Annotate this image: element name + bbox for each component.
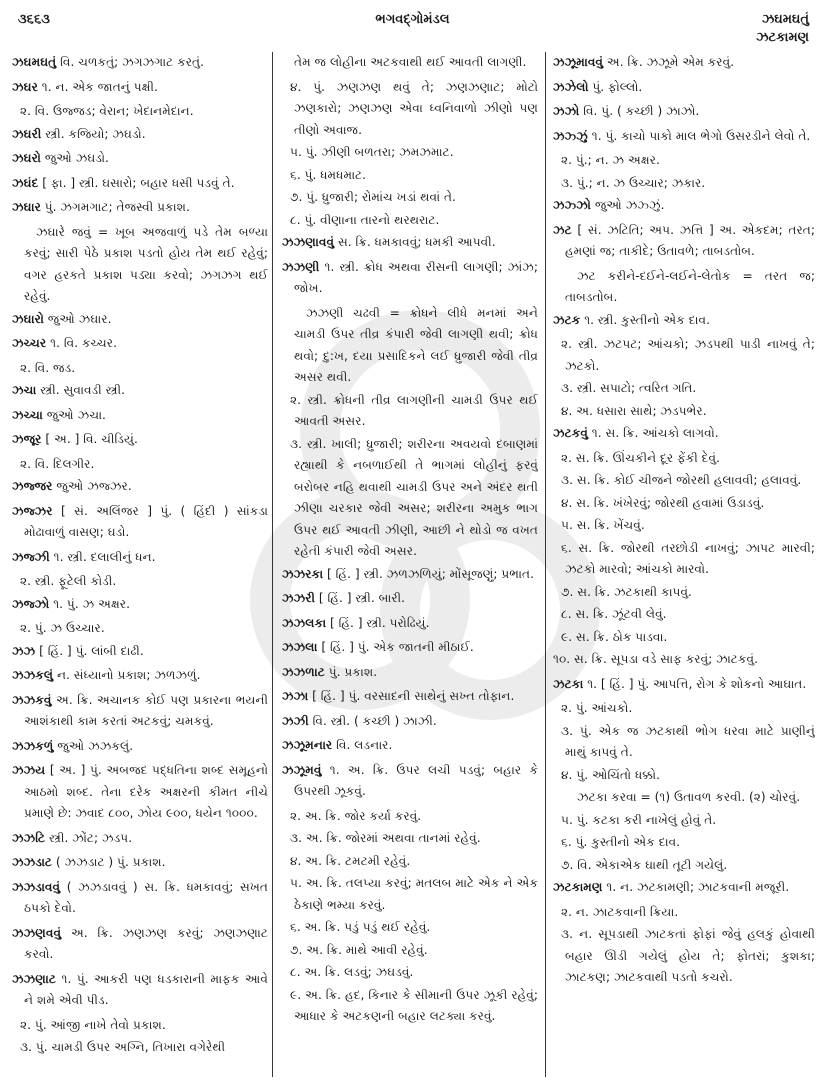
definition-text: અ. ક્રિ. ઝઝૂમે એમ કરવું. <box>606 55 735 69</box>
headword: ઝજૂર <box>12 432 42 446</box>
dictionary-entry <box>12 641 268 663</box>
definition-text: ૨. વિ. ઉજ્જડ; વેરાન; ખેદાનમેદાન. <box>20 104 194 118</box>
definition-text: અ. ક્રિ. અચાનક કોઈ પણ પ્રકારના ભયની આશંકાથી કામ કરતાં અટકવું; ચમકવું. <box>24 692 268 728</box>
definition-text: અ. ક્રિ. ઝણઝણ કરવું; ઝણઝણાટ કરવો. <box>24 925 268 961</box>
definition-text: ૧. અ. ક્રિ. ઉપર લચી પડવું; બહાર કે ઉપરથી ઝૂકવું. <box>294 762 538 798</box>
definition-text: ૨. સ્ત્રી. ક્રોધની તીવ્ર લાગણીની ચામડી ઉપર થઈ આવતી અસર. <box>290 392 538 428</box>
sense-line <box>282 165 538 187</box>
definition-text: જુઓ ઝઝ્ઝું. <box>594 198 665 212</box>
dictionary-entry <box>12 124 268 146</box>
dictionary-entry <box>282 662 538 684</box>
sense-line <box>12 571 268 593</box>
headword: ઝઘમઘતું <box>12 55 57 69</box>
headword: ઝટકવું <box>553 426 588 440</box>
dictionary-entry <box>12 594 268 616</box>
definition-text: જુઓ ઝઘડો. <box>44 151 109 165</box>
headword: ઝઝ્ઝો <box>553 198 591 212</box>
headword: ઝઝણાવવું <box>282 235 335 249</box>
definition-text: ૩. પું.; ન. ઝ ઉચ્ચાર; ઝકાર. <box>561 175 706 190</box>
sense-line <box>553 924 815 989</box>
definition-text: ૨. સ્ત્રી. ઝટપટ; આંચકો; ઝડપથી પાડી નાખવું તે; ઝટકો. <box>561 337 815 373</box>
definition-text: પું. ઝગમગાટ; તેજસ્વી પ્રકાશ. <box>44 200 190 214</box>
sense-line <box>553 493 815 515</box>
definition-text: ૩. સ. ક્રિ. કોઈ ચીજને જોરથી હલાવવી; હલાવવું. <box>561 473 802 487</box>
headword: ઝજ્ઝી <box>12 549 50 564</box>
headword: ઝઝણવવું <box>12 925 62 940</box>
dictionary-entry <box>553 423 815 445</box>
dictionary-entry <box>553 877 815 899</box>
dictionary-entry <box>12 877 268 920</box>
dictionary-entry <box>12 828 268 850</box>
headword: ઝઝળાટ <box>282 664 325 679</box>
dictionary-entry <box>282 711 538 733</box>
sense-line <box>553 765 815 787</box>
definition-text: ન. સંધ્યાનો પ્રકાશ; ઝળઝળું. <box>56 668 201 682</box>
sense-line <box>282 187 538 209</box>
dictionary-entry <box>553 126 815 148</box>
dictionary-entry <box>282 613 538 635</box>
sense-line <box>553 721 815 764</box>
sense-line <box>282 873 538 916</box>
definition-text: [ હિં. ] સ્ત્રી. બારી. <box>318 591 406 605</box>
headword: ઝઝલા <box>282 640 318 654</box>
headword: ઝઝણાટ <box>12 971 56 986</box>
definition-text: ૪. અ. ધસારા સાથે; ઝડપભેર. <box>561 403 707 418</box>
definition-text: પું. ફોલ્લો. <box>592 79 643 94</box>
sense-line <box>282 851 538 873</box>
dictionary-entry <box>553 101 815 123</box>
definition-text: ઝટ કરીને-દઈને-લઈને-લેતોક = તરત જ; તાબડતોબ. <box>565 268 815 304</box>
column-3 <box>553 52 815 1082</box>
dictionary-entry <box>553 220 815 263</box>
dictionary-entry <box>553 649 815 671</box>
headword: ઝઝકલું <box>12 668 54 682</box>
definition-text: ૧. સ્ત્રી. ક્રોધ અથવા રીસની લાગણી; ઝાંઝ; જોખ. <box>294 259 538 295</box>
dictionary-entry <box>12 197 268 219</box>
dictionary-entry <box>12 501 268 544</box>
definition-text: ૮. અ. ક્રિ. લડવું; ઝઘડવું. <box>290 965 414 979</box>
sense-line <box>553 150 815 172</box>
definition-text: વિ. પું. ( કચ્છી ) ઝાઝો. <box>583 104 700 118</box>
definition-text: ૭. સ. ક્રિ. ઝટકાથી કાપવું. <box>561 584 692 599</box>
sense-line <box>282 77 538 142</box>
sense-line <box>12 358 268 380</box>
definition-text: ૫. અ. ક્રિ. તલપ્યા કરવું; મતલબ માટે એક ને એક ઠેકાણે ભમ્યા કરવું. <box>290 876 538 912</box>
definition-text: વિ. ચળકતું; ઝગઝગાટ કરતું. <box>60 55 204 69</box>
dictionary-entry <box>12 333 268 355</box>
definition-text: ૪. પું. ઝણઝણ થવું તે; ઝણઝણાટ; મોટો ઝણકારો; ઝણઝણ એવા ધ્વનિવાળો ઝીણો પણ તીણો અવાજ. <box>290 79 538 137</box>
dictionary-entry <box>12 309 268 331</box>
definition-text: [ સં. અલિંજર ] પું. ( હિંદી ) સાંકડા મોઢાવાળું વાસણ; ઘડો. <box>24 503 268 539</box>
definition-text: ૨. અ. ક્રિ. જોર કર્યા કરવું. <box>290 808 422 823</box>
definition-text: વિ. સ્ત્રી. ( કચ્છી ) ઝાઝી. <box>312 713 437 728</box>
headword: ઝઝડાટ <box>12 855 53 869</box>
dictionary-entry <box>282 686 538 708</box>
dictionary-entry <box>12 148 268 170</box>
dictionary-entry <box>553 195 815 217</box>
definition-text: જુઓ ઝજ્ઝર. <box>56 479 132 493</box>
sense-line <box>282 806 538 828</box>
definition-text: ૧. વિ. કચ્ચર. <box>50 336 117 350</box>
book-title: ભગવદ્ગોમંડલ <box>375 12 450 27</box>
definition-text: સ્ત્રી. ઝોંટ; ઝડપ. <box>48 830 133 845</box>
dictionary-entry <box>282 257 538 300</box>
sense-line <box>12 101 268 123</box>
definition-text: ૨. પું. ઝ ઉચ્ચાર. <box>20 621 105 635</box>
definition-text: ઝઝણી ચઢવી = ક્રોધને લીધે મનમાં અને ચામડી ઉપર તીવ્ર કંપારી જેવી લાગણી થવી; ક્રોધ થવો; દુ:ખ, દયા પ્રસાદિકને લઈ ધ્રુજારી જેવી તીવ્ર અસર થવી. <box>294 305 538 384</box>
definition-text: ૮. સ. ક્રિ. ઝૂંટવી લેવું. <box>561 607 667 621</box>
sense-line <box>282 828 538 850</box>
definition-text: સ્ત્રી. કજિયો; ઝઘડો. <box>45 126 146 141</box>
sense-line <box>553 902 815 924</box>
definition-text: [ હિં. ] સ્ત્રી. પરોઢિયું. <box>329 615 430 630</box>
sense-line <box>553 698 815 720</box>
definition-text: ૯. અ. ક્રિ. હદ, કિનાર કે સીમાની ઉપર ઝૂકી રહેવું; આધાર કે અટકણની બહાર લટક્યા કરવું. <box>290 987 538 1023</box>
dictionary-entry <box>12 476 268 498</box>
sense-line <box>282 985 538 1028</box>
definition-text: ૫. સ. ક્રિ. ખેંચવું. <box>561 518 645 532</box>
definition-text: ૧. ન. એક જાતનું પક્ષી. <box>41 79 158 94</box>
dictionary-entry <box>282 637 538 659</box>
definition-text: ૫. પું. કટકા કરી નાખેલું હોવું તે. <box>561 812 717 827</box>
sense-line <box>553 378 815 400</box>
definition-text: ૧૦. સ. ક્રિ. સૂપડા વડે સાફ કરવું; ઝાટકવું. <box>553 652 758 666</box>
definition-text: ૧. ન. ઝટકામણી; ઝાટકવાની મજૂરી. <box>606 880 790 894</box>
definition-text: પું. પ્રકાશ. <box>328 664 378 679</box>
dictionary-entry <box>282 760 538 803</box>
dictionary-entry <box>12 77 268 99</box>
definition-text: [ ફા. ] સ્ત્રી. ઘસારો; બહાર ધસી પડવું તે. <box>42 175 235 190</box>
definition-text: ૨. પું. આંજી નાખે તેવો પ્રકાશ. <box>20 1017 166 1032</box>
sense-line <box>553 855 815 877</box>
idiom-phrase <box>12 222 268 308</box>
headword: ઝઘંદ <box>12 175 39 190</box>
definition-text: ૧. સ. ક્રિ. આંચકો લાગવો. <box>591 426 719 440</box>
headword: ઝટકામણ <box>553 880 603 894</box>
headword: ઝચા <box>12 383 37 397</box>
column-1 <box>12 52 268 1082</box>
dictionary-entry <box>12 405 268 427</box>
dictionary-entry <box>12 173 268 195</box>
page-header <box>0 8 825 50</box>
dictionary-entry <box>553 674 815 696</box>
definition-text: [ સં. ઝટિતિ; અપ. ઝત્તિ ] અ. એકદમ; તરત; હમણાં જ; તાકીદે; ઉતાવળે; તાબડતોબ. <box>565 222 815 258</box>
definition-text: ૨. સ. ક્રિ. ઊંચકીને દૂર ફેંકી દેવું. <box>561 450 720 465</box>
headword: ઝઘરો <box>12 151 41 165</box>
dictionary-columns <box>0 52 825 1087</box>
headword: ઝટકા <box>553 676 584 691</box>
headword: ઝઝટિ <box>12 830 46 845</box>
sense-line <box>282 52 538 74</box>
definition-text: [ અ. ] વિ. ચીડિયું. <box>45 432 138 446</box>
definition-text: ૨. વિ. જડ. <box>20 360 76 375</box>
headword: ઝજ્ઝો <box>12 596 50 611</box>
dictionary-entry <box>12 547 268 569</box>
idiom-phrase <box>553 266 815 309</box>
idiom-phrase <box>282 303 538 389</box>
page-number: ૩૬૬૩ <box>18 12 50 27</box>
definition-text: ૮. પું. વીણાના તારનો થરથરાટ. <box>290 212 440 227</box>
headword: ઝટક <box>553 312 581 327</box>
sense-line <box>282 142 538 164</box>
sense-line <box>282 210 538 232</box>
headword: ઝજ્જર <box>12 479 53 493</box>
definition-text: જુઓ ઝઝકલું. <box>57 738 134 753</box>
dictionary-entry <box>553 310 815 332</box>
headword: ઝચ્ચા <box>12 407 43 422</box>
sense-line <box>553 604 815 626</box>
definition-text: તેમ જ લોહીના અટકવાથી થઈ આવતી લાગણી. <box>294 55 527 69</box>
sense-line <box>553 401 815 423</box>
definition-text: જુઓ ઝચા. <box>46 407 106 422</box>
sense-line <box>553 470 815 492</box>
definition-text: સ. ક્રિ. ધમકાવવું; ધમકી આપવી. <box>337 235 496 249</box>
dictionary-entry <box>553 52 815 74</box>
definition-text: ૩. પું. એક જ ઝટકાથી ભોગ ધરવા માટે પ્રાણીનું માથું કાપવું તે. <box>561 723 815 759</box>
headword: ઝઝી <box>282 713 309 728</box>
dictionary-entry <box>12 665 268 687</box>
headword: ઝઝણી <box>282 259 320 274</box>
sense-line <box>12 1037 268 1059</box>
definition-text: ૩. પું. ચામડી ઉપર અગ્નિ, તિખારા વગેરેથી <box>20 1040 226 1054</box>
sense-line <box>553 810 815 832</box>
dictionary-entry <box>282 735 538 757</box>
dictionary-entry <box>12 969 268 1012</box>
definition-text: ૩. સ્ત્રી. સપાટો; ત્વરિત ગતિ. <box>561 381 697 395</box>
definition-text: ૪. અ. ક્રિ. ટમટમી રહેવું. <box>290 853 411 868</box>
sense-line <box>553 627 815 649</box>
headword: ઝઝય <box>12 763 46 777</box>
headword: ઝઝલકા <box>282 615 327 630</box>
definition-text: [ હિં. ] પું. લાંબી દાઢી. <box>39 643 144 658</box>
definition-text: ૩. સ્ત્રી. ખાલી; ધ્રુજારી; શરીરના અવયવો દબાણમાં રહ્યાથી કે નબળાઈથી તે ભાગમાં લોહીનું ફરવું બરોબર નહિ થવાથી ચામડી ઉપર અને અંદર થતી ઝીણા ચરકાર જેવી અસર; શરીરના અમુક ભાગ ઉપર થઈ આવતી ઝીણી, આછી ને થોડો જ વખત રહેતી કંપારી જેવી અસર. <box>290 436 538 558</box>
sense-line <box>553 538 815 581</box>
definition-text: ૧. પું. કાચો પાકો માલ ભેગો ઉસરડીને લેવો તે. <box>591 128 811 143</box>
definition-text: સ્ત્રી. સુવાવડી સ્ત્રી. <box>40 383 125 397</box>
headword: ઝઝ <box>12 643 36 658</box>
definition-text: ૬. પું. કુસ્તીનો એક દાવ. <box>561 835 681 849</box>
definition-text: ૪. સ. ક્રિ. ખંખેરવું; જોરથી હવામાં ઉડાડવું. <box>561 495 765 510</box>
definition-text: [ હિં. ] પું. એક જાતની મીઠાઈ. <box>321 640 474 654</box>
definition-text: ૬. અ. ક્રિ. પડું પડું થઈ રહેવું. <box>290 920 431 934</box>
headword: ઝઝકવું <box>12 692 52 707</box>
headword: ઝઝૂમવું <box>282 762 322 777</box>
dictionary-entry <box>12 852 268 874</box>
idiom-phrase <box>553 787 815 809</box>
guide-word-first: ઝઘમઘતું <box>761 12 809 27</box>
dictionary-entry <box>12 380 268 402</box>
dictionary-entry <box>12 760 268 825</box>
definition-text: ૨. સ્ત્રી. ફૂટેલી કોડી. <box>20 574 117 588</box>
headword: ઝજ્ઝર <box>12 503 53 518</box>
sense-line <box>553 448 815 470</box>
sense-line <box>12 618 268 640</box>
sense-line <box>553 515 815 537</box>
dictionary-entry <box>12 690 268 733</box>
dictionary-entry <box>282 232 538 254</box>
definition-text: ૨. પું.; ન. ઝ અક્ષર. <box>561 153 660 167</box>
headword: ઝઘારો <box>12 311 44 326</box>
sense-line <box>282 917 538 939</box>
dictionary-entry <box>12 429 268 451</box>
headword: ઝઘરી <box>12 126 42 141</box>
definition-text: ૪. પું. ઓચિંતો ધક્કો. <box>561 767 660 782</box>
definition-text: ૨. પું. આંચકો. <box>561 701 633 715</box>
headword: ઝઝરી <box>282 591 316 605</box>
headword: ઝટ <box>553 222 572 237</box>
definition-text: ૬. સ. ક્રિ. જોરથી તરછોડી નાખવું; ઝાપટ મારવી; ઝટકો મારવો; આંચકો મારવો. <box>561 540 815 576</box>
dictionary-entry <box>12 52 268 74</box>
definition-text: ઝટકા કરવા = (૧) ઉતાવળ કરવી. (૨) ચોરવું. <box>577 790 801 804</box>
definition-text: ૧. સ્ત્રી. કુસ્તીનો એક દાવ. <box>584 312 710 327</box>
definition-text: ૭. પું. ધ્રુજારી; રોમાંચ ખડાં થવાં તે. <box>290 190 456 204</box>
sense-line <box>553 582 815 604</box>
definition-text: વિ. લડનાર. <box>336 738 393 752</box>
headword: ઝઝેલો <box>553 79 589 94</box>
definition-text: ઝઘારે જવું = ખૂબ અજવાળું પડે તેમ બળ્યા કરવું; સારી પેઠે પ્રકાશ પડતો હોય તેમ થઈ રહેવું; વગર હરકતે પ્રકાશ પડ્યા કરવો; ઝગઝગ થઈ રહેવું. <box>24 224 268 303</box>
sense-line <box>553 173 815 195</box>
definition-text: ૩. અ. ક્રિ. જોરમાં અથવા તાનમાં રહેવું. <box>290 831 481 845</box>
headword: ઝઝડાવવું <box>12 879 61 894</box>
definition-text: ૧. સ્ત્રી. દલાલીનું ધન. <box>53 549 156 564</box>
headword: ઝઝ્ઝું <box>553 128 588 143</box>
definition-text: ૭. વિ. એકાએક ઘાથી તૂટી ગયેલું. <box>561 857 728 872</box>
definition-text: ૯. સ. ક્રિ. ઠોક પાડવા. <box>561 629 668 644</box>
headword: ઝઘર <box>12 79 38 94</box>
definition-text: ૧. [ હિં. ] પું. આપત્તિ, રોગ કે શોકનો આઘાત. <box>587 676 807 691</box>
dictionary-entry <box>282 588 538 610</box>
definition-text: ૬. પું. ધમધમાટ. <box>290 167 367 182</box>
definition-text: ૩. ન. સૂપડાથી ઝાટકતાં ફોફાં જેવું હલકું હોવાથી બહાર ઊડી ગયેલું હોય તે; ફોતરાં; કુશકા; ઝાટકણ; ઝાટકવાથી પડતો કચરો. <box>561 927 815 984</box>
headword: ઝઝકળું <box>12 738 54 753</box>
headword: ઝઘાર <box>12 200 41 214</box>
definition-text: જુઓ ઝઘાર. <box>47 311 112 326</box>
definition-text: ૫. પું. ઝીણી બળતરા; ઝમઝમાટ. <box>290 145 454 159</box>
definition-text: ( ઝઝડાટ ) પું. પ્રકાશ. <box>55 855 166 869</box>
headword: ઝઝરકા <box>282 566 324 581</box>
dictionary-entry <box>553 77 815 99</box>
sense-line <box>282 390 538 433</box>
definition-text: ૨. વિ. દિલગીર. <box>20 456 95 471</box>
sense-line <box>553 832 815 854</box>
sense-line <box>12 1015 268 1037</box>
headword: ઝઝૂમાવવું <box>553 55 604 69</box>
column-2 <box>282 52 538 1082</box>
sense-line <box>12 454 268 476</box>
guide-word-last: ઝટકામણ <box>756 30 809 45</box>
definition-text: ( ઝઝડાવવું ) સ. ક્રિ. ધમકાવવું; સખત ઠપકો દેવો. <box>24 879 268 915</box>
dictionary-entry <box>12 923 268 966</box>
definition-text: ૧. પું. ઝ અક્ષર. <box>53 596 130 611</box>
dictionary-entry <box>282 564 538 586</box>
headword: ઝઝો <box>553 104 580 118</box>
dictionary-entry <box>12 736 268 758</box>
sense-line <box>282 962 538 984</box>
headword: ઝચ્ચર <box>12 336 47 350</box>
definition-text: ૧. પું. આકરી પણ ધડકારાની માફક આવે ને શમે એવી પીડ. <box>24 971 268 1007</box>
definition-text: ૭. અ. ક્રિ. માથે આવી રહેવું. <box>290 942 428 957</box>
definition-text: [ હિં. ] સ્ત્રી. ઝળઝળિયું; મોંસૂજણું; પ્રભાત. <box>327 566 534 581</box>
definition-text: ૨. ન. ઝાટકવાની ક્રિયા. <box>561 904 679 919</box>
definition-text: [ હિં. ] પું. વરસાદની સાથેનું સખ્ત તોફાન. <box>312 689 515 703</box>
sense-line <box>553 334 815 377</box>
headword: ઝઝૂમનાર <box>282 738 333 752</box>
sense-line <box>282 434 538 563</box>
headword: ઝઝા <box>282 689 309 703</box>
sense-line <box>282 940 538 962</box>
definition-text: [ અ. ] પું. અબજદ પદ્ધતિના શબ્દ સમૂહનો આઠમો શબ્દ. તેના દરેક અક્ષરની કીમત નીચે પ્રમાણે છે: ઝવાદ ૮૦૦, ઝોય ૯૦૦, ધયેન ૧૦૦૦. <box>24 763 268 820</box>
